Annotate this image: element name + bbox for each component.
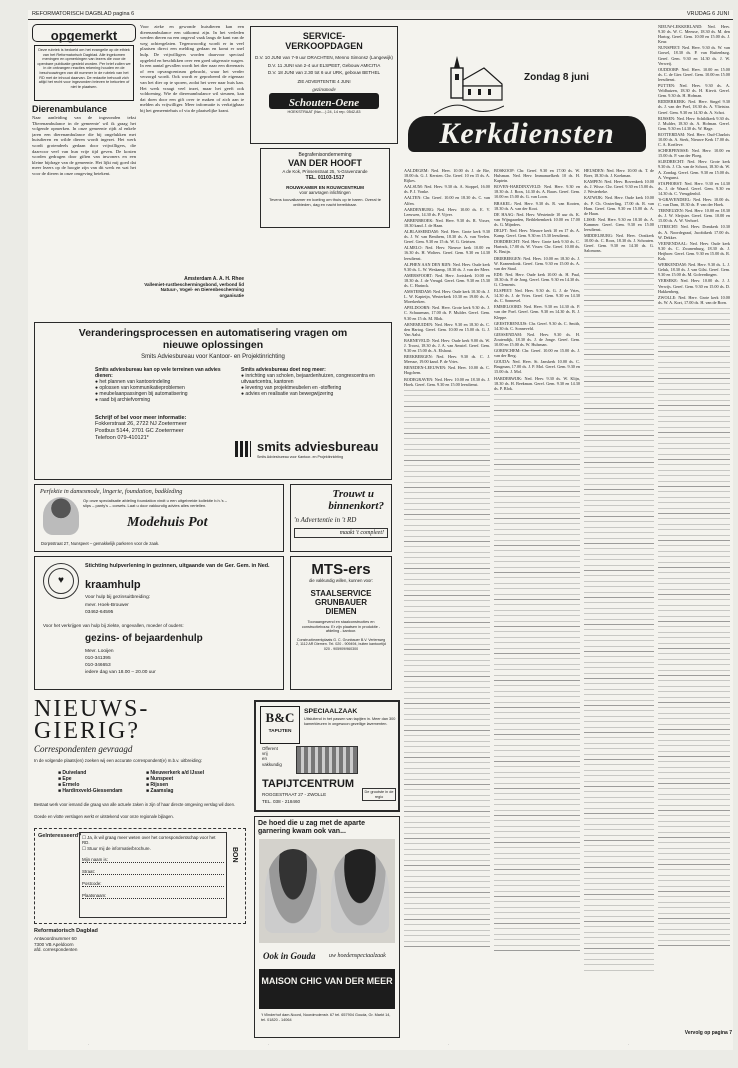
smits-left-item-text: raad bij archiefvorming — [99, 397, 151, 403]
church-entry: ALBLASSERDAM: Ned. Herv. Grote kerk 9.30 ds. J. W. van Benthem, 18.30 ds. A. van Veelen. Geref. Gem. 9.30 en 15 ds. W. G. Geirtsen. — [404, 229, 490, 245]
maison-chic-ad — [254, 816, 400, 1038]
smits-right-item-text: advies en realisatie van bewegwijzering — [245, 391, 334, 397]
mts-address: Constructiewerkplaats G. C. Grunbauer B.V. Verlenweg 2, 1112 AR Diemen. Tel. 020 - 909494, buiten kantoortijd 020 - 905909/960300 — [296, 637, 386, 651]
place-item: ■ Epe — [58, 776, 72, 782]
coupon-field-label: Mijn naam is: — [82, 857, 108, 863]
tapijt-building — [296, 746, 358, 774]
church-entry: BOSKOOP: Chr. Geref. 9.30 en 17.00 ds. W. Hulsman. Ned. Herv. Immanuelkerk 10 ds. H. Kaptein. — [494, 168, 580, 184]
coupon-head: Gelnteresseerd? — [38, 833, 82, 839]
bejaardenhulp-name: Mevr. Looijen — [85, 649, 114, 654]
place-item: ■ Nunspeet — [146, 776, 174, 782]
vdh-sub: ROUWKAMER EN ROUWCENTRUM — [286, 185, 364, 190]
coupon-field-label: Straat: — [82, 869, 95, 875]
kraamhulp-org: Stichting hulpverlening in gezinnen, uitgaande van de Ger. Gem. in Ned. — [85, 563, 270, 569]
tapijt-line: en — [262, 756, 267, 762]
kraamhulp-title: kraamhulp — [85, 579, 141, 591]
church-entry: AALTEN: Chr. Geref. 10.00 en 18.30 ds. C. van Alfen. — [404, 195, 490, 206]
hoeden-brand: MAISON CHIC VAN DER MEER — [261, 976, 393, 986]
bc-brand: B&C — [265, 710, 295, 725]
service-line-1: D.V. 10 JUNI van 7-9 uur DRACHTEN, Menno Simonsz (Langewijk) — [255, 55, 393, 60]
tapijt-line: vakkundig — [262, 761, 282, 767]
hg-logo — [43, 563, 79, 599]
modehuis-body: Op onze specialisatie afdeling foundation vindt u een uitgebreide kollektie b.h.'s – slips – panty's – corsets. Laat u door vakkundig advies alles vertellen. — [83, 498, 227, 508]
place-item-text: Duiveland — [62, 770, 87, 776]
kerk-column-1 — [404, 168, 490, 1028]
header-right: VRIJDAG 6 JUNI — [686, 11, 729, 17]
smits-left-item: ● oplossen van kommunikatieproblemen — [95, 385, 185, 391]
church-entry: MIDDELBURG: Ned. Herv. Oostkerk 10.00 ds. C. Roos, 18.30 ds. J. Schouten. Geref. Gem. 9.30 en 14.30 ds. G. Salomons. — [584, 233, 654, 254]
nieuwsgierig-sub: Correspondenten gevraagd — [34, 744, 133, 754]
hoeden-mid2: uw hoedenspeciaalzaak — [329, 953, 386, 959]
tapijt-address: ROGGESTRAAT 27 - ZWOLLE — [262, 792, 327, 797]
church-entry: HARDERWIJK: Ned. Herv. 9.30 ds. W. Klijn, 18.30 ds. H. Beekman. Geref. Gem. 9.30 en 14.30 ds. P. Blok. — [494, 375, 580, 391]
church-entry: AALDEGEM: Ned. Herv. 10.00 ds J. de Bie, 18.00 ds. G. J. Kersten. Chr. Geref. 10 en 15 ds. A. Rijkes. — [404, 168, 490, 184]
church-entry: AMSTERDAM: Ned. Herv. Oude kerk 10.30 ds. J. L. W. Kapteijn, Westerkerk 10.30 en 19.00 ds. A. Moerkerken. — [404, 289, 490, 305]
coupon-field-postcode[interactable] — [82, 881, 224, 887]
tapijt-big: TAPIJTCENTRUM — [262, 778, 355, 790]
smits-left-item-text: meubelaanpassingen bij automatisering — [99, 391, 188, 397]
church-entry: SLIEDRECHT: Ned. Herv. Grote kerk 9.30 ds. J. Ch. van de Schoot, 18.30 ds. W. A. Zondag. Geref. Gem. 9.30 en 15.00 ds. A. Vergunst. — [658, 159, 730, 180]
kerkdiensten-header — [406, 54, 651, 162]
church-entry: VEENENDAAL: Ned. Herv. Oude kerk 9.30 ds. C. Zwanenburg, 18.30 ds. J. Heijboer. Geref. Gem. 9.30 en 15.00 ds. R. Kok. — [658, 240, 730, 262]
smits-right-item-text: inrichting van scholen, bejaardenhuizen, congrescentra en uitvaartcentra, kantoren — [241, 373, 375, 385]
tapijt-line: Offerent — [262, 746, 278, 751]
smits-right-item: ● advies en realisatie van bewegwijzering — [241, 391, 334, 397]
opgemerkt-column — [32, 24, 136, 314]
vdh-address: A de Kok, Prinsenstraat 25, 's-Gravenzande — [282, 169, 368, 174]
smits-logo-text: smits adviesbureau — [257, 439, 379, 454]
modehuis-address: Dorpsstraat 27, Nunspeet – gemakkelijk parkeren voor de zaak. — [41, 541, 160, 546]
dierenambulance-body: Naar aanleiding van de ingezonden tekst 'Dierenambulance in de gemeente' wil ik graag het volgende opmerken. In onze gemeente rijdt al enkele jaren een dierenambulance die bij ongelukken met huisdieren en wilde dieren wordt ingezet. Het werk wordt grotendeels gedaan door vrijwilligers, die daarvoor veel van hun vrije tijd geven. De kosten worden gedragen door giften van inwoners en een kleine bijdrage van de gemeente. Het lijkt mij goed dat meer lezers op de hoogte zijn van dit werk en wat het voor de dieren in onze omgeving betekent. — [32, 115, 136, 176]
smits-logo-sub: Smits Adviesbureau voor Kantoor- en Projektinrichting — [257, 455, 344, 459]
smits-left-item-text: het plannen van kantoorindeling — [99, 379, 171, 385]
mts-title: MTS-ers — [311, 561, 371, 578]
continued-note: Vervolg op pagina 7 — [684, 1030, 732, 1036]
modehuis-figure — [43, 497, 79, 535]
mts-ers-ad — [290, 556, 392, 690]
church-entry: APELDOORN: Ned. Herv. Grote kerk 9.30 ds. J. C. Schuurman, 17.00 ds. P. Mulder. Geref. Gem. 9.30 en 15 ds. M. Blok. — [404, 305, 490, 321]
page-header — [28, 10, 733, 20]
church-entry: BARNEVELD: Ned. Herv. Oude kerk 9.00 ds. W. J. Troost, 18.30 ds. J. A. van Amstel. Geref. Gem. 9.30 en 15.00 ds. A. Elshout. — [404, 337, 490, 354]
smits-left-head: Smits adviesbureau kan op vele terreinen van advies dienen: — [95, 367, 221, 379]
church-entry: ARNEMUIDEN: Ned. Herv. 9.30 en 18.30 ds. C. den Hartog. Geref. Gem. 10.00 en 15.00 ds. G. J. Van Aalst. — [404, 321, 490, 337]
church-entry: NIEUW-LEKKERLAND: Ned. Herv. 9.30 ds. W. C. Meeuse, 18.30 ds. M. den Hartog. Geref. Gem. 10.00 en 15.00 ds. J. Keur. — [658, 24, 730, 45]
place-item: ■ Zaamslag — [146, 788, 174, 794]
article2-signature: Amsterdam A. A. H. Rhee — [184, 276, 244, 282]
kerk-date: Zondag 8 juni — [524, 72, 589, 83]
rd-org: Reformatorisch Dagblad — [34, 928, 98, 934]
church-entry: BEEKBERGEN: Ned. Herv. 9.30 ds. C. J. Meeuse, 19.00 kand. P. de Vries. — [404, 354, 490, 365]
place-item: ■ Ermelo — [58, 782, 80, 788]
vdh-sub2: voor aanvragen inlichtingen — [299, 190, 351, 195]
church-entry: DELFT: Ned. Herv. Nieuwe kerk 10 en 17 ds. A. Kamp. Geref. Gem. 9.30 en 15.30 leesdienst. — [494, 228, 580, 239]
mts-desc: Toonaangevend en staalconstructies en constructiebouw. Er zijn plaatsen in produktie - afdeling - kantoor. — [301, 620, 381, 634]
coupon-bon: BON — [231, 847, 238, 863]
church-entry: ALPHEN AAN DEN RIJN: Ned. Herv. Oude kerk 9.30 ds. L. W. Weskamp, 18.30 ds. J. van der Meer. — [404, 261, 490, 272]
column-text-filler — [584, 255, 654, 975]
hoeden-address: 't Vlinderhof dam-Noord, Noordmolenstr. 67 tel. 657904 Gouda, Gr. Markt 14, tel. 01820 - 14064 — [261, 1013, 391, 1022]
vdh-name: VAN DER HOOFT — [288, 158, 362, 168]
smits-right-item: ● levering van projektmeubelen en -stoffering — [241, 385, 342, 391]
coupon — [34, 828, 246, 924]
nieuwsgierig-ad — [34, 698, 248, 1038]
hoeden-head: De hoed die u zag met de aparte garnering kwam ook van... — [258, 820, 365, 836]
smits-logo — [235, 439, 385, 463]
church-entry: BRAKEL: Ned. Herv. 9.30 ds. R. van Kooten, 18.30 ds. A. van der Kooi. — [494, 200, 580, 211]
coupon-line-2-text: Stuur mij de informatie/brochure. — [87, 845, 151, 851]
church-entry: GIESSENDAM: Ned. Herv. 9.30 ds. H. Zoutendijk, 18.30 ds. J. de Jonge. Geref. Gem. 10.00 en 15.00 ds. W. Hulsman. — [494, 331, 580, 347]
church-entry: LISSE: Ned. Herv. 9.30 en 18.30 ds. A. Kammer. Geref. Gem. 9.30 en 15.00 leesdienst. — [584, 216, 654, 233]
coupon-field-label: Postcode: — [82, 881, 102, 887]
smits-right-item: ● inrichting van scholen, bejaardenhuizen, congrescentra en uitvaartcentra, kantoren — [241, 373, 375, 385]
mts-job2: GRUNBAUER — [315, 598, 367, 607]
church-entry: AALSUM: Ned. Herv. 9.30 ds. A. Stoppel, 16.00 ds. P. J. Vonke. — [404, 184, 490, 195]
church-entry: BODEGRAVEN: Ned. Herv. 10.00 en 18.30 ds. J. Hoek. Geref. Gem. 9.30 en 15.00 leesdienst. — [404, 376, 490, 387]
church-entry: 'S-GRAVENDEEL: Ned. Herv. 10.00 ds. C. van Dam, 18.30 ds. P. van der Hoek. — [658, 197, 730, 208]
church-entry: OUDDORP: Ned. Herv. 10.00 en 15.00 ds. C. de Gier. Geref. Gem. 10.00 en 15.00 leesdienst. — [658, 66, 730, 82]
modehuis-brand: Modehuis Pot — [127, 515, 208, 530]
service-line-2: D.V. 11 JUNI van 2-4 uur ELSPEET, Gebouw AMICITIA — [267, 62, 381, 68]
coupon-field-city[interactable] — [82, 893, 224, 899]
dierenambulance-heading: Dierenambulance — [32, 104, 108, 114]
smits-right — [241, 367, 381, 397]
coupon-form — [79, 832, 227, 918]
church-entry: UTRECHT: Ned. Herv. Domkerk 10.30 ds. A. Noordegraaf, Jacobikerk 17.00 ds. W. Dekker. — [658, 224, 730, 240]
church-entry: DORDRECHT: Ned. Herv. Grote kerk 9.30 ds. C. Harinck, 17.00 ds. W. Visser. Chr. Geref. 10.00 ds. K. Bruijn. — [494, 239, 580, 255]
smits-left — [95, 367, 235, 403]
kraamhulp-mid: Voor het verkrijgen van hulp bij ziekte, ongevallen, moeder of ouders: — [43, 623, 184, 628]
church-entry: WERKENDAM: Ned. Herv. 9.30 ds. L. J. Geluk, 18.30 ds. J. van Gilst. Geref. Gem. 9.30 en 15.00 ds. M. Golverdingen. — [658, 262, 730, 278]
service-line-3: D.V. 18 JUNI van 2.30 tot 6 uur URK, gebouw BETHEL — [267, 70, 381, 76]
church-entry: NUNSPEET: Ned. Herv. 9.30 ds. W. van Gorsel, 18.30 ds. P. van Ruitenburg. Geref. Gem. 9.30 en 14.30 ds. J. W. Verweij. — [658, 45, 730, 66]
kerk-column-4 — [658, 24, 730, 1029]
kerk-title: Kerkdiensten — [439, 117, 615, 150]
bc-logo — [260, 706, 300, 744]
smits-contact — [95, 415, 245, 441]
coupon-line-1-text: Ja, ik wil graag meer weten over het correspondentschap voor het RD. — [82, 835, 216, 846]
church-entry: BOVEN-HARDINXVELD: Ned. Herv. 9.30 en 18.30 ds. J. Roos, 14.30 ds. A. Baars. Geref. Gem. 10.00 en 15.00 ds. G. van Loon. — [494, 184, 580, 200]
hoeden-mid: Ook in Gouda — [263, 951, 316, 961]
coupon-line-2: ☐ Stuur mij de informatie/brochure. — [82, 845, 151, 851]
hat-photo-1 — [265, 849, 321, 933]
tapijt-body: Uitsluitend in het passen van tapijten in. Meer dan 300 kamerkleuren in ongewoon gezellige lavementen. — [304, 717, 396, 726]
trouw-line1: Trouwt u — [332, 488, 374, 500]
bejaardenhulp-hours: iedere dag van 18.00 – 20.00 uur — [85, 670, 156, 675]
place-item-text: Hardinxveld-Giessendam — [62, 788, 123, 794]
church-entry: ROTTERDAM: Ned. Herv. Oud-Charlois 10.00 ds. A. Sterk, Nieuwe Kerk 17.00 ds. C. A. Kortleve. — [658, 131, 730, 148]
bc-tapijten-ad — [254, 700, 400, 812]
smits-sub: Smits Adviesbureau voor Kantoor- en Projektinrichting — [141, 354, 285, 360]
church-entry: ELSPEET: Ned. Herv. 9.30 ds. G. J. de Vries, 14.30 ds. J. de Vries. Geref. Gem. 9.30 en 14.30 ds. C. Sonnevel. — [494, 288, 580, 304]
smits-contact-head: Schrijf of bel voor meer informatie: — [95, 415, 187, 421]
tapijt-tel: TEL. 038 - 218460 — [262, 799, 301, 804]
church-entry: HEUSDEN: Ned. Herv. 10.00 ds. T. de Boer, 18.30 ds. J. Koekman. — [584, 168, 654, 179]
vdh-note: Tevens kouvalkamer en koeling om thuis op te baren. Overal te ontbieden, dag en nacht bereikbaar. — [269, 197, 381, 207]
church-entry: PUTTEN: Ned. Herv. 9.30 ds. A. Veldhuizen, 18.30 ds. H. Kievit. Geref. Gem. 9.30 ds. H. Hofman. — [658, 83, 730, 99]
place-item-text: Rijssen — [150, 782, 169, 788]
van-der-hooft-ad — [260, 148, 390, 228]
kraamhulp-contact: Voor hulp bij gezinsuitbreiding: — [85, 595, 151, 600]
place-item-text: Nunspeet — [150, 776, 174, 782]
service-brand: Schouten-Oene — [288, 96, 360, 109]
hat-photo-2 — [331, 849, 389, 933]
opgemerkt-logo — [32, 24, 136, 42]
church-entry: SCHERPENISSE: Ned. Herv. 10.00 en 15.00 ds. P. van der Ploeg. — [658, 148, 730, 159]
kraamhulp-tel: 03462-64595 — [85, 610, 114, 615]
nieuwsgierig-title: NIEUWS- GIERIG? — [34, 698, 150, 744]
church-entry: ZWOLLE: Ned. Herv. Grote kerk 10.00 ds. W. A. Kort, 17.00 ds. H. van de Born. — [658, 294, 730, 305]
page-dots: · · · · — [88, 1042, 630, 1047]
place-item-text: Ermelo — [62, 782, 80, 788]
place-item: ■ Duiveland — [58, 770, 87, 776]
service-verkoopdagen-ad — [250, 26, 398, 144]
bc-brand-sub: TAPIJTEN — [268, 729, 292, 734]
coupon-field-name[interactable] — [82, 857, 224, 863]
church-entry: EMMELOORD: Ned. Herv. 9.30 en 14.30 ds. P. van der Poel. Geref. Gem. 9.30 en 14.30 ds. B. J. Kleppe. — [494, 304, 580, 320]
church-entry: GORINCHEM: Chr. Geref. 10.00 en 15.00 ds. J. van der Berg. — [494, 348, 580, 359]
places-right — [146, 770, 246, 794]
service-brand-prefix: gezinsmode — [312, 87, 336, 93]
church-entry: GEESTERENUIJS: Chr. Geref. 9.30 ds. C. Smith, 14.30 ds. C. Sonneveld. — [494, 320, 580, 331]
mts-job3: DIEMEN — [325, 607, 357, 616]
mts-sub: die vakkundig willen, kunnen voor: — [309, 578, 373, 583]
smits-logo-mark — [235, 441, 251, 457]
kerk-column-2 — [494, 168, 580, 1028]
newspaper-page — [28, 10, 733, 1050]
service-title: SERVICE- VERKOOPDAGEN — [285, 31, 363, 51]
smits-headline: Veranderingsprocessen en automatisering vragen om nieuwe oplossingen — [78, 327, 348, 351]
kraamhulp-name: mevr. Hoek-Brouwer — [85, 603, 129, 608]
nieuwsgierig-note: Bestaat werk voor iemand die graag van alle actuele zaken in zijn of haar directe omgeving verslag wil doen. — [34, 802, 236, 807]
nieuwsgierig-note-2: Goede en vlotte verslagen werkt er uitstekend voor onze regionale bijlagen. — [34, 814, 174, 819]
column-text-filler — [404, 388, 490, 948]
smits-left-item: ● meubelaanpassingen bij automatisering — [95, 391, 188, 397]
vdh-tel: TEL. 01103-1517 — [305, 175, 345, 181]
column-text-filler — [658, 306, 730, 946]
church-entry: RIDDERKERK: Ned. Herv. Singel 9.30 ds. J. van der Poel, 18.30 ds. A. Vlietstra. Geref. Gem. 9.30 en 14.30 ds. A. Schot. — [658, 99, 730, 115]
church-entry: ALMELO: Ned. Herv. Nieuwe kerk 10.00 en 16.30 ds. H. Wolters. Geref. Gem. 9.30 en 14.30 leesdienst. — [404, 245, 490, 261]
church-entry: ABBENBROEK: Ned. Herv. 9.30 ds. R. Visser, 18.30 kand. J. de Haan. — [404, 217, 490, 228]
article-column-2 — [140, 24, 244, 314]
trouwt-u-ad — [290, 484, 392, 552]
smits-contact-address: Fokkerstraat 26, 2722 NJ Zoetermeer Postbus 5144, 2701 GC Zoetermeer Telefoon 079-410121* — [95, 421, 187, 441]
smits-left-item-text: oplossen van kommunikatieproblemen — [99, 385, 185, 391]
kerk-column-3 — [584, 168, 654, 1028]
article2-body: Voor zieke en gewonde huisdieren kan een dierenambulance een uitkomst zijn. In het verleden werden dieren na een ongeval vaak langs de kant van de weg achtergelaten. Tegenwoordig wordt er in veel plaatsen direct een melding gedaan en komt er snel hulp. De vrijwilligers worden daarvoor speciaal opgeleid en beschikken over een goed uitgeruste wagen. In een aantal gevallen wordt het dier naar een dierenarts of een opvangcentrum gebracht, waar het verder verzorgd wordt. Ook wordt er geprobeerd de eigenaar van het dier op te sporen, zodat het weer naar huis kan. Het werk vraagt veel inzet, maar het geeft ook voldoening. Wie de dierenambulance wil steunen, kan dat doen door een gift over te maken of zich aan te melden als vrijwilliger. Meer informatie is verkrijgbaar bij het gemeentehuis of via de plaatselijke krant. — [140, 24, 244, 113]
church-entry: BENEDEN-LEEUWEN: Ned. Herv. 10.00 ds. C. Hogchem. — [404, 365, 490, 376]
church-icon — [434, 56, 504, 118]
modehuis-tagline: Perfektie in damesmode, lingerie, foundation, badkleding — [40, 488, 183, 495]
place-item: ■ Nieuwerkerk a/d IJssel — [146, 770, 205, 776]
smits-right-item-text: levering van projektmeubelen en -stoffering — [245, 385, 342, 391]
tapijt-badge: De grootste in de regio — [362, 788, 396, 801]
tapijt-head: SPECIAALZAAK — [304, 708, 358, 715]
smits-right-head: Smits adviesbureau doet nog meer: — [241, 367, 326, 373]
coupon-field-street[interactable] — [82, 869, 224, 875]
column-text-filler — [494, 392, 580, 952]
church-entry: YERSEKE: Ned. Herv. 10.00 ds. J. J. Verwijs. Geref. Gem. 9.30 en 15.00 ds. D. Hakkenberg. — [658, 278, 730, 294]
nieuwsgierig-lead: In de volgende plaats(en) zoeken wij een accurate correspondent(e) m.b.v. uitbreiding: — [34, 758, 203, 763]
coupon-field-label: Plaatsnaam: — [82, 893, 107, 899]
opgemerkt-note: Deze rubriek is bedoeld om het evangelie op de ethiek van het Reformatorisch Dagblad. Alle ingekomen meningen en opmerkingen van lezers die voor de openbare publicatie gesteld worden. Per brief zullen we in de ontvangen reacties rekening houden en de beschouwingen van dit nummer in de rubriek van het RD met de inhoud daarvan. De redactie behoudt zich altijd het recht voor ingezonden brieven te bekorten of niet te plaatsen. — [34, 45, 134, 101]
tapijt-lines — [262, 746, 292, 767]
tapijt-line: vrij — [262, 751, 268, 757]
trouw-line2: binnenkort? — [328, 500, 384, 512]
church-entry: RIJSSEN: Ned. Herv. Schildkerk 9.30 ds. J. Mulder, 18.30 ds. A. Hofman. Geref. Gem. 9.30 en 14.30 ds. W. Hage. — [658, 115, 730, 131]
church-entry: DE HAAG: Ned. Herv. Westeinde 10 uur ds. K. van Wijngaarden, Bethlehemkerk 10.00 en 17.00 ds. G. Mijnders. — [494, 211, 580, 227]
opgemerkt-title: opgemerkt — [50, 28, 118, 43]
smits-left-item: ● raad bij archiefvorming — [95, 397, 151, 403]
kraamhulp-ad — [34, 556, 284, 690]
service-address: HOEKSTRAAT (Nw-...) 24, 14 rep. 0542-83 — [287, 109, 361, 114]
rd-org-address: Antwoordnummer 60 7300 VB Apeldoorn afd. correspondenten — [34, 936, 78, 953]
place-item-text: Zaamslag — [150, 788, 174, 794]
trouw-line4: maakt 't compleet! — [294, 528, 388, 538]
places-left — [58, 770, 138, 794]
church-entry: AMERSFOORT: Ned. Herv. Joriskerk 10.00 en 18.30 ds. J. de Vreugd. Geref. Gem. 9.30 en 15.30 ds. C. Harinck. — [404, 272, 490, 288]
vdh-line1: Begrafenisonderneming — [298, 152, 352, 158]
bejaardenhulp-tel-2: 010-346653 — [85, 663, 111, 668]
bejaardenhulp-tel: 010-341395 — [85, 656, 111, 661]
bejaardenhulp-title: gezins- of bejaardenhulp — [85, 633, 203, 644]
mts-job1: STAALSERVICE — [310, 589, 372, 598]
coupon-line-1: ☐ Ja, ik wil graag meer weten over het correspondentschap voor het RD. — [82, 835, 216, 846]
place-item-text: Epe — [62, 776, 72, 782]
smits-left-item: ● het plannen van kantoorindeling — [95, 379, 171, 385]
church-entry: TERNEUZEN: Ned. Herv. 10.00 en 18.30 ds. J. W. Sleijster. Geref. Gem. 10.00 en 15.00 ds. A. W. Verhoef. — [658, 208, 730, 224]
modehuis-pot-ad — [34, 484, 284, 552]
place-item-text: Nieuwerkerk a/d IJssel — [150, 770, 205, 776]
schouten-oene-logo — [269, 93, 379, 109]
church-entry: KATWIJK: Ned. Herv. Oude kerk 10.00 ds. P. Ch. Oosterling, 17.00 ds. R. van Ham. Geref. Gem. 9.30 en 15.00 ds. A. de Haan. — [584, 195, 654, 216]
hoeden-photos — [259, 839, 395, 943]
header-left: REFORMATORISCH DAGBLAD pagina 6 — [32, 11, 135, 17]
trouw-line3: 'n Advertentie in 't RD — [294, 516, 357, 524]
church-entry: EDE: Ned. Herv. Oude kerk 10.00 ds. H. Paul, 18.30 ds. P. de Jong. Geref. Gem. 9.30 en 14.30 ds. G. Clements. — [494, 271, 580, 287]
service-footer: ZIE ADVERTENTIE 4 JUNI — [297, 78, 351, 84]
church-entry: STAPHORST: Ned. Herv. 9.30 en 14.30 ds. J. de Waard. Geref. Gem. 9.30 en 14.30 ds. C. Vreugdenhil. — [658, 180, 730, 196]
place-item: ■ Hardinxveld-Giessendam — [58, 788, 123, 794]
place-item: ■ Rijssen — [146, 782, 169, 788]
church-entry: GOUDA: Ned. Herv. St. Janskerk 10.00 ds. C. Brugman, 17.00 ds. J. P. Mol. Geref. Gem. 9.30 en 15.00 ds. J. Mol. — [494, 359, 580, 375]
smits-adviesbureau-ad — [34, 322, 392, 480]
church-entry: KAMPEN: Ned. Herv. Bovenkerk 10.00 ds. J. Wisse. Chr. Geref. 9.30 en 15.00 ds. J. Westerbeke. — [584, 179, 654, 195]
article2-org: Vallemiet-rustbeschermingsbond, verbond lid Natuur-, Vogel- en Dierenbescherming organisatie — [144, 282, 244, 298]
church-entry: AARDENBURG: Ned. Herv. 10.00 ds. E. V. Leeuwen, 14.30 ds. P. Vijver. — [404, 206, 490, 217]
hg-logo-inner: ♥ — [48, 568, 74, 594]
church-entry: DRIEBERGEN: Ned. Herv. 10.00 en 18.30 ds. J. W. Kranendonk. Geref. Gem. 9.30 en 15.00 ds. A. van der Staal. — [494, 255, 580, 271]
